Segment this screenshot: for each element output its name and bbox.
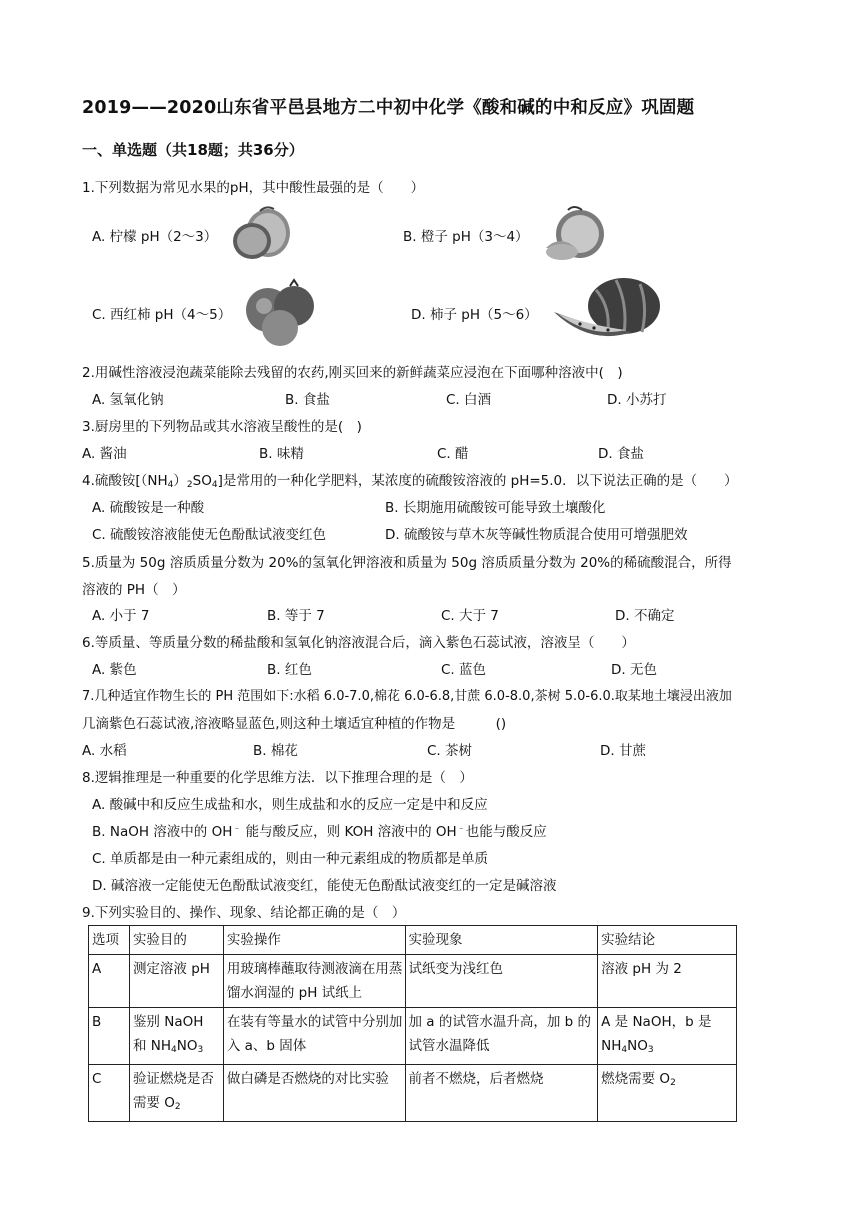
question-5-line-2: 溶液的 PH（ ） (82, 582, 186, 598)
question-9-stem: 9.下列实验目的、操作、现象、结论都正确的是（ ） (82, 905, 406, 921)
header-option: 选项 (89, 926, 130, 955)
q1-option-c: C. 西红柿 pH（4～5） (92, 307, 232, 323)
q5-option-d: D. 不确定 (615, 608, 675, 624)
row-a-conclusion: 溶液 pH 为 2 (598, 955, 737, 1008)
row-a-option: A (89, 955, 130, 1008)
question-3-stem: 3.厨房里的下列物品或其水溶液呈酸性的是( ) (82, 419, 362, 435)
q2-option-b: B. 食盐 (285, 392, 330, 408)
page-title: 2019——2020山东省平邑县地方二中初中化学《酸和碱的中和反应》巩固题 (82, 98, 695, 118)
question-7-line-1: 7.几种适宜作物生长的 PH 范围如下:水稻 6.0-7.0,棉花 6.0-6.8,甘蔗 6.0-8.0,茶树 5.0-6.0.取某地土壤浸出液加 (82, 689, 732, 704)
table-row (89, 1008, 737, 1065)
row-b-operation: 在装有等量水的试管中分别加入 a、b 固体 (223, 1008, 405, 1065)
experiment-table (88, 925, 737, 1122)
table-header-row (89, 926, 737, 955)
row-b-purpose: 鉴别 NaOH 和 $NH_4NO_3$ (129, 1008, 223, 1065)
header-operation: 实验操作 (223, 926, 405, 955)
q7-option-a: A. 水稻 (82, 743, 127, 759)
orange-image (540, 204, 608, 262)
q2-option-a: A. 氢氧化钠 (92, 392, 164, 408)
question-4-stem: 4.硫酸铵$[(NH_4)_2SO_4]$是常用的一种化学肥料，某浓度的硫酸铵溶液的 pH=5.0．以下说法正确的是（ ） (82, 473, 738, 490)
q3-option-b: B. 味精 (259, 446, 304, 462)
q7-option-b: B. 棉花 (253, 743, 298, 759)
q8-option-c: C. 单质都是由一种元素组成的，则由一种元素组成的物质都是单质 (92, 851, 489, 867)
header-purpose: 实验目的 (129, 926, 223, 955)
q1-option-b: B. 橙子 pH（3～4） (403, 229, 529, 245)
row-a-purpose: 测定溶液 pH (129, 955, 223, 1008)
q4-option-c: C. 硫酸铵溶液能使无色酚酞试液变红色 (92, 527, 327, 543)
row-c-phenomenon: 前者不燃烧，后者燃烧 (405, 1065, 598, 1122)
question-8-stem: 8.逻辑推理是一种重要的化学思维方法．以下推理合理的是（ ） (82, 770, 473, 786)
row-b-option: B (89, 1008, 130, 1065)
row-a-operation: 用玻璃棒蘸取待测液滴在用蒸馏水润湿的 pH 试纸上 (223, 955, 405, 1008)
q3-option-d: D. 食盐 (598, 446, 644, 462)
q1-option-a: A. 柠檬 pH（2～3） (92, 229, 218, 245)
table-row (89, 1065, 737, 1122)
question-6-stem: 6.等质量、等质量分数的稀盐酸和氢氧化钠溶液混合后，滴入紫色石蕊试液，溶液呈（ ） (82, 635, 635, 651)
row-b-phenomenon: 加 a 的试管水温升高，加 b 的试管水温降低 (405, 1008, 598, 1065)
watermelon-image (550, 276, 664, 344)
q5-option-c: C. 大于 7 (441, 608, 499, 624)
q1-option-d: D. 柿子 pH（5～6） (411, 307, 538, 323)
question-1-stem: 1.下列数据为常见水果的pH，其中酸性最强的是（ ） (82, 180, 425, 196)
q6-option-a: A. 紫色 (92, 662, 137, 678)
q6-option-d: D. 无色 (611, 662, 657, 678)
q5-option-b: B. 等于 7 (267, 608, 325, 624)
q6-option-b: B. 红色 (267, 662, 312, 678)
header-conclusion: 实验结论 (598, 926, 737, 955)
section-heading: 一、单选题（共18题；共36分） (82, 141, 304, 159)
question-2-stem: 2.用碱性溶液浸泡蔬菜能除去残留的农药,刚买回来的新鲜蔬菜应浸泡在下面哪种溶液中( ) (82, 365, 623, 381)
q4-option-a: A. 硫酸铵是一种酸 (92, 500, 205, 516)
row-a-phenomenon: 试纸变为浅红色 (405, 955, 598, 1008)
lemon-image (230, 205, 292, 261)
question-5-line-1: 5.质量为 50g 溶质质量分数为 20%的氢氧化钾溶液和质量为 50g 溶质质量分数为 20%的稀硫酸混合，所得 (82, 555, 732, 571)
row-c-option: C (89, 1065, 130, 1122)
header-phenomenon: 实验现象 (405, 926, 598, 955)
q5-option-a: A. 小于 7 (92, 608, 150, 624)
q3-option-a: A. 酱油 (82, 446, 127, 462)
q6-option-c: C. 蓝色 (441, 662, 487, 678)
q2-option-d: D. 小苏打 (607, 392, 667, 408)
question-7-line-2: 几滴紫色石蕊试液,溶液略显蓝色,则这种土壤适宜种植的作物是 () (82, 716, 507, 732)
q8-option-b: B. NaOH 溶液中的 OH﹣ 能与酸反应，则 KOH 溶液中的 OH﹣也能与酸反应 (92, 823, 547, 840)
q3-option-c: C. 醋 (437, 446, 469, 462)
row-c-operation: 做白磷是否燃烧的对比实验 (223, 1065, 405, 1122)
q2-option-c: C. 白酒 (446, 392, 492, 408)
q7-option-d: D. 甘蔗 (600, 743, 646, 759)
row-b-conclusion: A 是 NaOH，b 是 $NH_4NO_3$ (598, 1008, 737, 1065)
row-c-conclusion: 燃烧需要 $O_2$ (598, 1065, 737, 1122)
q4-option-d: D. 硫酸铵与草木灰等碱性物质混合使用可增强肥效 (385, 527, 688, 543)
row-c-purpose: 验证燃烧是否需要 $O_2$ (129, 1065, 223, 1122)
q7-option-c: C. 茶树 (427, 743, 473, 759)
tomato-image (240, 276, 322, 348)
q8-option-d: D. 碱溶液一定能使无色酚酞试液变红，能使无色酚酞试液变红的一定是碱溶液 (92, 878, 557, 894)
q4-option-b: B. 长期施用硫酸铵可能导致土壤酸化 (385, 500, 606, 516)
table-row (89, 955, 737, 1008)
q8-option-a: A. 酸碱中和反应生成盐和水，则生成盐和水的反应一定是中和反应 (92, 797, 488, 813)
